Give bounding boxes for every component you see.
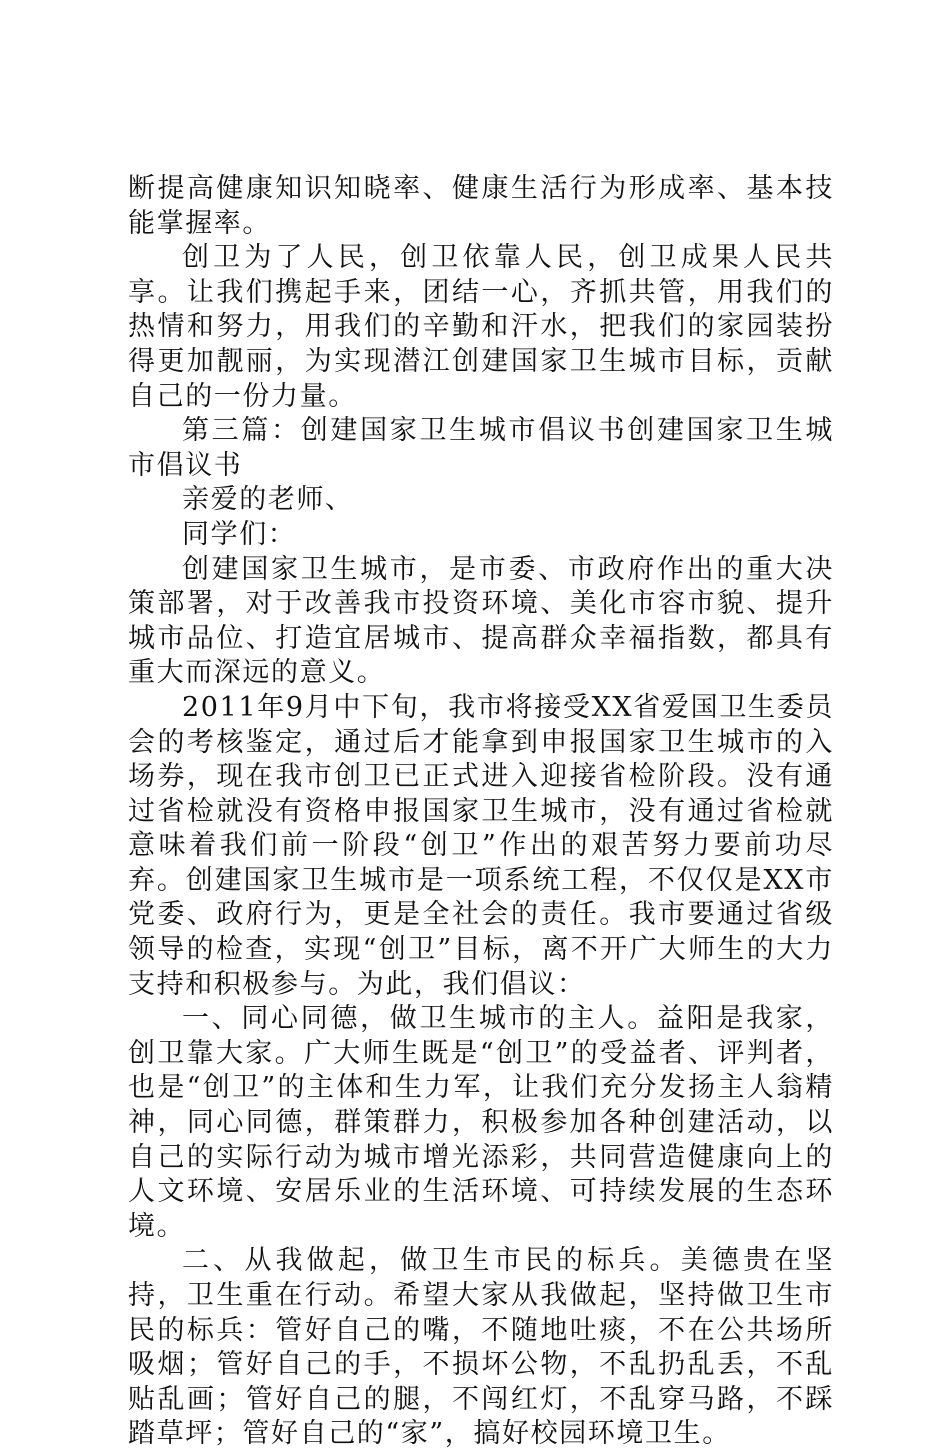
paragraph-1: 断提高健康知识知晓率、健康生活行为形成率、基本技能掌握率。 xyxy=(128,173,834,239)
salutation-line-1: 亲爱的老师、 xyxy=(182,484,354,516)
document-body xyxy=(128,172,834,1452)
proposal-item-2: 二、从我做起，做卫生市民的标兵。美德贵在坚持，卫生重在行动。希望大家从我做起，坚持做卫生市民的标兵：管好自己的嘴，不随地吐痰，不在公共场所吸烟；管好自己的手，不损坏公物，不乱扔乱丢，不乱贴乱画；管好自己的腿，不闯红灯，不乱穿马路，不踩踏草坪；管好自己的“家”，搞好校园环境卫生。 xyxy=(128,1245,834,1450)
paragraph-2: 创卫为了人民，创卫依靠人民，创卫成果人民共享。让我们携起手来，团结一心，齐抓共管，用我们的热情和努力，用我们的辛勤和汗水，把我们的家园装扮得更加靓丽，为实现潜江创建国家卫生城市目标，贡献自己的一份力量。 xyxy=(128,242,834,412)
proposal-item-1: 一、同心同德，做卫生城市的主人。益阳是我家，创卫靠大家。广大师生既是“创卫”的受益者、评判者，也是“创卫”的主体和生力军，让我们充分发扬主人翁精神，同心同德，群策群力，积极参加各种创建活动，以自己的实际行动为城市增光添彩，共同营造健康向上的人文环境、安居乐业的生活环境、可持续发展的生态环境。 xyxy=(128,1003,834,1242)
salutation-line-2: 同学们： xyxy=(182,518,297,550)
paragraph-intro: 创建国家卫生城市，是市委、市政府作出的重大决策部署，对于改善我市投资环境、美化市容市貌、提升城市品位、打造宜居城市、提高群众幸福指数，都具有重大而深远的意义。 xyxy=(128,553,834,689)
paragraph-background: 2011年9月中下旬，我市将接受XX省爱国卫生委员会的考核鉴定，通过后才能拿到申报国家卫生城市的入场券，现在我市创卫已正式进入迎接省检阶段。没有通过省检就没有资格申报国家卫生城市，没有通过省检就意味着我们前一阶段“创卫”作出的艰苦努力要前功尽弃。创建国家卫生城市是一项系统工程，不仅仅是XX市党委、政府行为，更是全社会的责任。我市要通过省级领导的检查，实现“创卫”目标，离不开广大师生的大力支持和积极参与。为此，我们倡议： xyxy=(128,691,834,1000)
section-heading: 第三篇：创建国家卫生城市倡议书创建国家卫生城市倡议书 xyxy=(128,415,834,481)
